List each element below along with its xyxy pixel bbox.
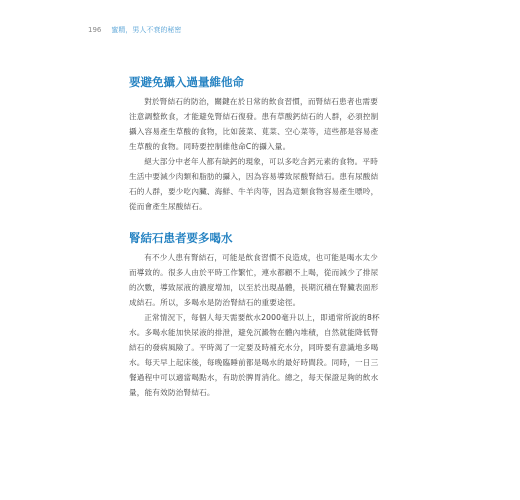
text-line: 從而會產生尿酸結石。 [129, 202, 207, 211]
text-line: 水。多喝水能加快尿液的排泄，避免沉澱物在體內堆積，自然就能降低腎 [129, 328, 379, 337]
section-heading-vitamin: 要避免攝入過量維他命 [129, 75, 244, 89]
running-header [88, 24, 181, 36]
text-line: 餐過程中可以適當喝點水，有助於脾胃消化。總之，每天保證足夠的飲水 [129, 373, 379, 382]
paragraph [129, 94, 391, 154]
text-line: 攝入容易產生草酸的食物，比如菠菜、莧菜、空心菜等，這些都是容易產 [129, 127, 379, 136]
text-line: 正常情況下，每個人每天需要飲水2000毫升以上，即通常所說的8杯 [144, 313, 380, 322]
text-line: 生草酸的食物。同時要控制維他命C的攝入量。 [129, 142, 291, 151]
text-line: 石的人群，要少吃內臟、海鮮、牛羊肉等，因為這類食物容易產生嘌呤， [129, 187, 379, 196]
running-title: 蜜精，男人不衰的秘密 [111, 26, 182, 34]
section-heading-water: 腎結石患者要多喝水 [129, 231, 233, 245]
text-line: 絕大部分中老年人都有缺鈣的現象，可以多吃含鈣元素的食物。平時 [144, 157, 378, 166]
page-body [129, 74, 391, 400]
text-line: 結石的發病風險了。平時渴了一定要及時補充水分，同時要有意識地多喝 [129, 343, 379, 352]
text-line: 成結石。所以，多喝水是防治腎結石的重要途徑。 [129, 298, 301, 307]
text-line: 注意調整飲食，才能避免腎結石復發。患有草酸鈣結石的人群，必須控制 [129, 112, 379, 121]
text-line: 對於腎結石的防治，關鍵在於日常的飲食習慣，而腎結石患者也需要 [144, 97, 378, 106]
paragraph [129, 310, 391, 400]
text-line: 水。每天早上起床後，每晚臨睡前都是喝水的最好時間段。同時，一日三 [129, 358, 379, 367]
text-line: 有不少人患有腎結石，可能是飲食習慣不良造成，也可能是喝水太少 [144, 253, 378, 262]
text-line: 量，能有效防治腎結石。 [129, 388, 215, 397]
page-number: 196 [88, 26, 102, 34]
paragraph [129, 250, 391, 310]
text-line: 而導致的。很多人由於平時工作繁忙，連水都顧不上喝，從而減少了排尿 [129, 268, 379, 277]
paragraph [129, 154, 391, 214]
text-line: 的次數，導致尿液的濃度增加，以至於出現晶體，長期沉積在腎臟表面形 [129, 283, 379, 292]
text-line: 生活中要減少肉類和脂肪的攝入，因為容易導致尿酸腎結石。患有尿酸結 [129, 172, 379, 181]
